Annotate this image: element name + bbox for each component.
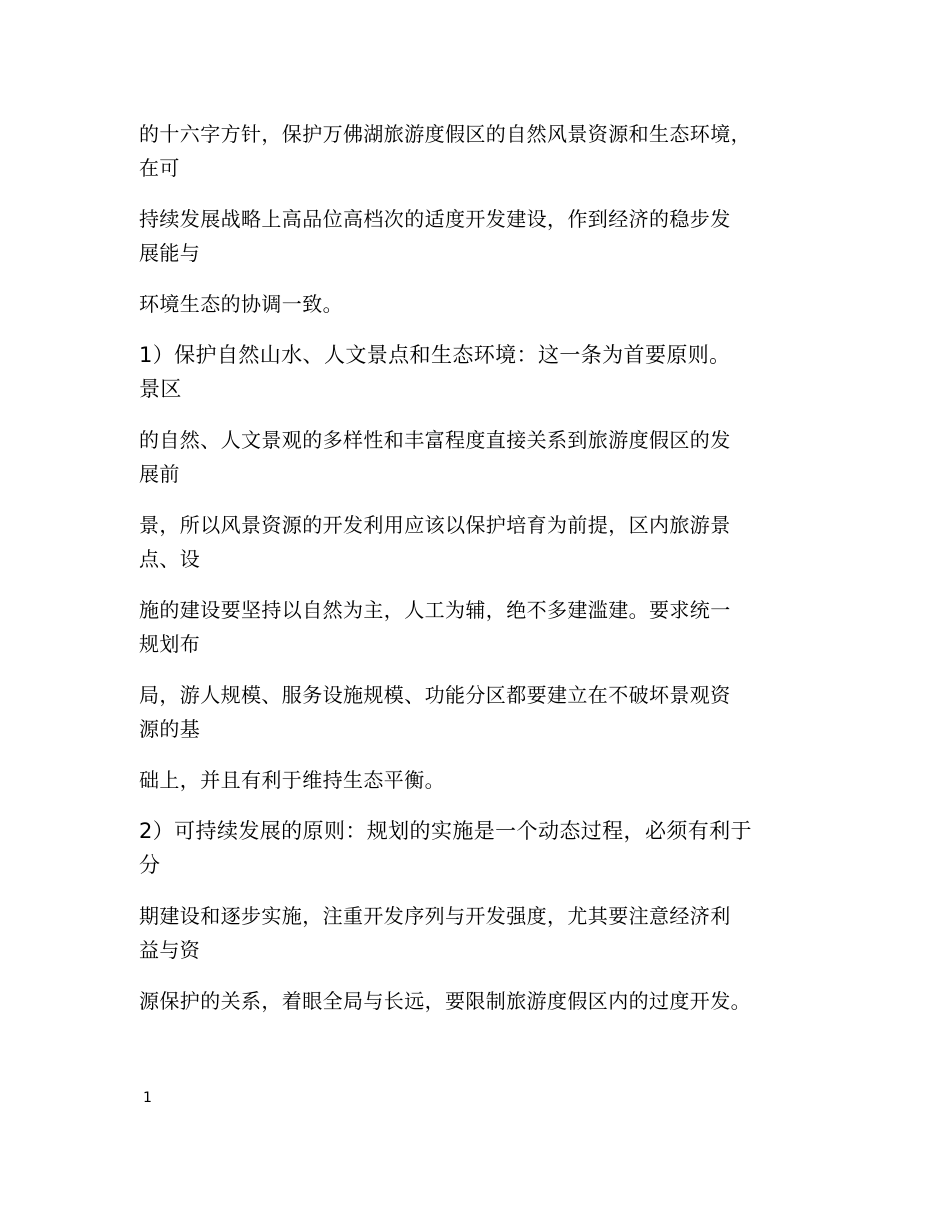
paragraph xyxy=(139,287,819,321)
text-line: 环境生态的协调一致。 xyxy=(139,292,343,316)
paragraph xyxy=(139,593,819,661)
text-line: 在可 xyxy=(139,156,180,180)
paragraph xyxy=(139,202,819,270)
text-line: 景，所以风景资源的开发利用应该以保护培育为前提，区内旅游景 xyxy=(139,513,731,537)
text-line: 2）可持续发展的原则：规划的实施是一个动态过程，必须有利于 xyxy=(139,819,752,843)
section-heading-paragraph xyxy=(139,338,819,406)
text-line: 础上，并且有利于维持生态平衡。 xyxy=(139,768,445,792)
section-heading-paragraph xyxy=(139,814,819,882)
document-body xyxy=(139,117,819,1035)
text-line: 1）保护自然山水、人文景点和生态环境：这一条为首要原则。 xyxy=(139,343,731,367)
text-line: 点、设 xyxy=(139,547,201,571)
text-line: 分 xyxy=(139,853,161,877)
paragraph xyxy=(139,117,819,185)
text-line: 的十六字方针，保护万佛湖旅游度假区的自然风景资源和生态环境， xyxy=(139,122,751,146)
text-line: 源的基 xyxy=(139,717,201,741)
paragraph xyxy=(139,423,819,491)
text-line: 规划布 xyxy=(139,632,201,656)
text-line: 施的建设要坚持以自然为主，人工为辅，绝不多建滥建。要求统一 xyxy=(139,598,731,622)
text-line: 展前 xyxy=(139,462,180,486)
text-line: 的自然、人文景观的多样性和丰富程度直接关系到旅游度假区的发 xyxy=(139,428,731,452)
text-line: 期建设和逐步实施，注重开发序列与开发强度，尤其要注意经济利 xyxy=(139,904,731,928)
text-line: 景区 xyxy=(139,377,182,401)
text-line: 局，游人规模、服务设施规模、功能分区都要建立在不破坏景观资 xyxy=(139,683,731,707)
text-line: 益与资 xyxy=(139,938,201,962)
text-line: 持续发展战略上高品位高档次的适度开发建设，作到经济的稳步发 xyxy=(139,207,731,231)
text-line: 源保护的关系，着眼全局与长远，要限制旅游度假区内的过度开发。 xyxy=(139,989,751,1013)
paragraph xyxy=(139,984,819,1018)
page-number: 1 xyxy=(143,1090,152,1106)
paragraph xyxy=(139,899,819,967)
text-line: 展能与 xyxy=(139,241,201,265)
paragraph xyxy=(139,508,819,576)
paragraph xyxy=(139,678,819,746)
paragraph xyxy=(139,763,819,797)
